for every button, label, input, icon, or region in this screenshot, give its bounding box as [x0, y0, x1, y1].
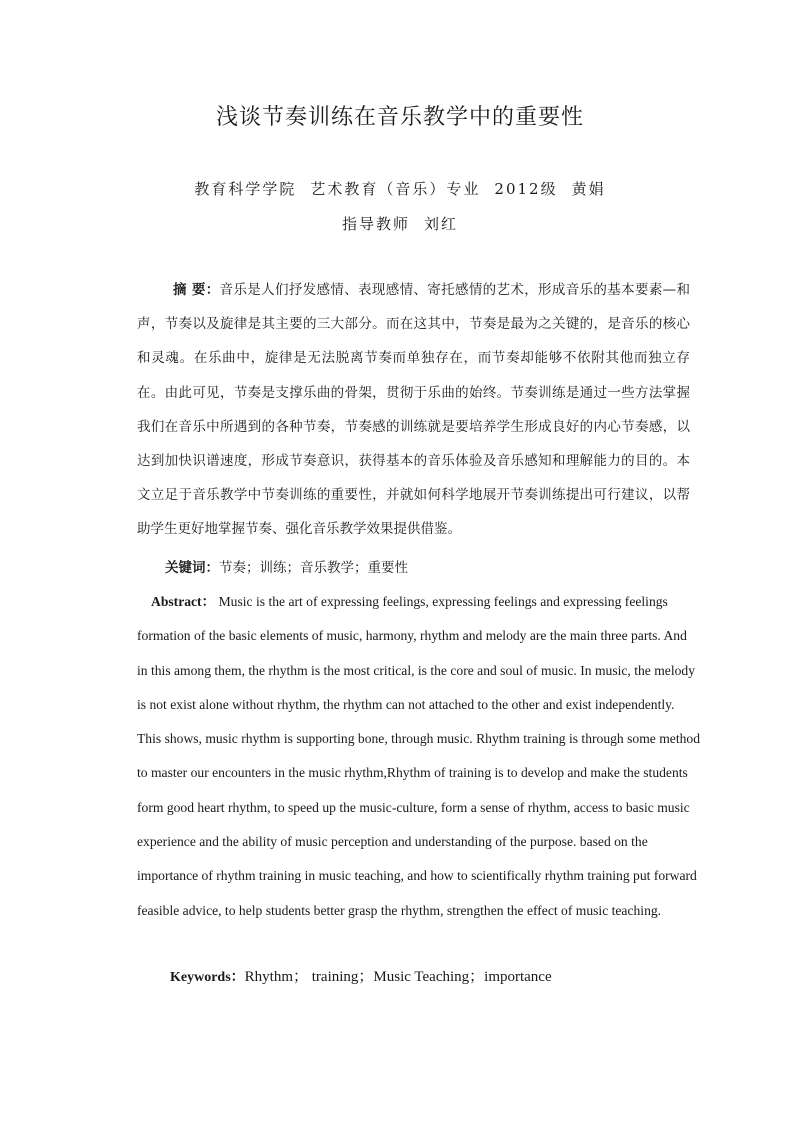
chinese-abstract-label: 摘 要： [173, 282, 220, 298]
author-name: 黄娟 [571, 180, 606, 198]
english-keywords-label: Keywords： [170, 970, 245, 985]
english-abstract [137, 585, 700, 928]
english-keywords-text: Rhythm； training；Music Teaching；importance [244, 969, 552, 985]
english-abstract-text: Music is the art of expressing feelings, expressing feelings and expressing feelings formation of the basic elements of music, harmony, rhythm and melody are the main three parts. And in this among them, the rhythm is the most critical, is the core and soul of music. In music, the melody is not exist alone without rhythm, the rhythm can not attached to the other and exist independently. This shows, music rhythm is supporting bone, through music. Rhythm training is through some method to master our encounters in the music rhythm,Rhythm of training is to develop and make the students form good heart rhythm, to speed up the music-culture, form a sense of rhythm, access to basic music experience and the ability of music perception and understanding of the purpose. based on the importance of rhythm training in music teaching, and how to scientifically rhythm training put forward feasible advice, to help students better grasp the rhythm, strengthen the effect of music teaching. [137, 594, 700, 918]
major-name: 艺术教育（音乐）专业 [310, 180, 481, 198]
grade-label: 2012级 [494, 180, 558, 198]
chinese-keywords-label: 关键词： [165, 560, 219, 576]
advisor-line [0, 213, 800, 234]
english-abstract-label: Abstract： [151, 594, 216, 609]
paper-title: 浅谈节奏训练在音乐教学中的重要性 [215, 105, 584, 130]
english-keywords [170, 964, 730, 991]
chinese-keywords-text: 节奏；训练；音乐教学；重要性 [219, 560, 408, 576]
chinese-abstract-text: 音乐是人们抒发感情、表现感情、寄托感情的艺术，形成音乐的基本要素—和声，节奏以及旋律是其主要的三大部分。而在这其中，节奏是最为之关键的，是音乐的核心和灵魂。在乐曲中，旋律是无法脱离节奏而单独存在，而节奏却能够不依附其他而独立存在。由此可见，节奏是支撑乐曲的骨架，贯彻于乐曲的始终。节奏训练是通过一些方法掌握我们在音乐中所遇到的各种节奏，节奏感的训练就是要培养学生形成良好的内心节奏感，以达到加快识谱速度，形成节奏意识，获得基本的音乐体验及音乐感知和理解能力的目的。本文立足于音乐教学中节奏训练的重要性，并就如何科学地展开节奏训练提出可行建议，以帮助学生更好地掌握节奏、强化音乐教学效果提供借鉴。 [137, 282, 691, 538]
author-byline [0, 178, 800, 199]
advisor-label: 指导教师 [341, 215, 410, 233]
chinese-keywords [165, 556, 685, 580]
advisor-name: 刘红 [424, 215, 459, 233]
school-name: 教育科学学院 [194, 180, 297, 198]
chinese-abstract [137, 273, 690, 547]
